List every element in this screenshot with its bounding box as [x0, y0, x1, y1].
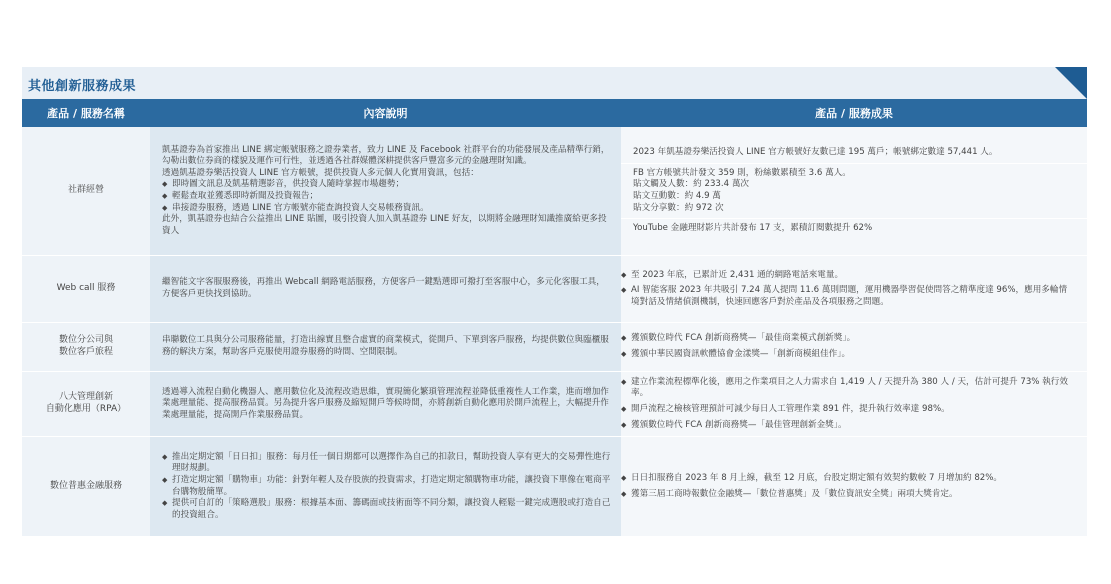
result-bullet: ◆ 建立作業流程標準化後，應用之作業項目之人力需求自 1,419 人 / 天提升為 380 人 / 天，估計可提升 73% 執行效率。: [621, 375, 1087, 402]
row-results: [621, 127, 1087, 256]
row-name: 社群經營: [22, 127, 150, 256]
row-results: [621, 437, 1087, 537]
row-description: [150, 437, 621, 537]
result-line: 2023 年凱基證券樂活投資人 LINE 官方帳號好友數已達 195 萬戶；帳號綁定數達 57,441 人。: [633, 147, 998, 158]
result-line: 貼文觸及人數：約 233.4 萬次: [633, 179, 750, 190]
result-block: [621, 164, 1087, 219]
result-bullet: ◆ 獲頒數位時代 FCA 創新商務獎—「最佳管理創新金獎」。: [621, 418, 1087, 434]
header-results: 產品 / 服務成果: [621, 99, 1087, 127]
desc-bullet: ◆ 打造定期定額「購物車」功能：針對年輕人及存股族的投資需求，打造定期定額購物車功能，讓投資下單像在電商平台購物般簡單。: [162, 475, 611, 498]
desc-bullet: ◆ 提供可自訂的「策略選股」服務：根據基本面、籌碼面或技術面等不同分類，讓投資人輕鬆一鍵完成選股或打造自己的投資組合。: [162, 498, 611, 521]
result-bullet: ◆ 獲頒中華民國資訊軟體協會金漾獎—「創新商模組佳作」。: [621, 347, 1087, 363]
table-row: [22, 437, 1087, 537]
row-name-line: 自動化應用（RPA）: [45, 404, 127, 414]
result-bullet: ◆ 開戶流程之檢核管理預計可減少每日人工管理作業 891 件，提升執行效率達 98%。: [621, 402, 1087, 418]
result-block: [621, 219, 1087, 239]
row-name: [22, 323, 150, 372]
row-name: 數位普惠金融服務: [22, 437, 150, 537]
table-row: [22, 127, 1087, 256]
header-description: 內容說明: [150, 99, 621, 127]
row-name-line: 數位客戶旅程: [58, 347, 113, 357]
desc-bullet: ◆ 即時圖文訊息及凱基精選影音，供投資人隨時掌握市場趨勢；: [162, 179, 611, 191]
section-title-bar: [22, 67, 1087, 99]
row-name: [22, 372, 150, 437]
desc-bullet: ◆ 輕鬆查取並獲悉即時新聞及投資報告；: [162, 191, 611, 203]
row-name-line: 八大管理創新: [58, 392, 113, 403]
row-results: [621, 323, 1087, 372]
result-bullet: ◆ 日日扣服務自 2023 年 8 月上線，截至 12 月底，台股定期定額有效契約數較 7 月增加約 82%。: [621, 471, 1087, 487]
innovation-services-section: [22, 67, 1087, 537]
row-description: [150, 127, 621, 256]
desc-bullet: ◆ 串接證券服務，透過 LINE 官方帳號亦能查詢投資人交易帳務資訊。: [162, 203, 611, 215]
table-row: [22, 372, 1087, 437]
result-block: [621, 143, 1087, 164]
result-bullet: ◆ 獲頒數位時代 FCA 創新商務獎—「最佳商業模式創新獎」。: [621, 331, 1087, 347]
corner-triangle-decoration: [1055, 67, 1087, 99]
result-bullet: ◆ 至 2023 年底，已累計近 2,431 通的網路電話來電量。: [621, 268, 1087, 284]
desc-paragraph: 凱基證券為首家推出 LINE 綁定帳號服務之證券業者，致力 LINE 及 Facebook 社群平台的功能發展及產品精準行銷，勾勒出數位券商的樣貌及運作可行性，並透過各社群媒體深耕提供客戶豐富多元的金融理財知識。: [162, 144, 610, 167]
row-description: 串聯數位工具與分公司服務能量，打造出線實且整合虛實的商業模式，從開戶、下單到客戶服務，均提供數位與臨櫃服務的解決方案，幫助客戶克服使用證券服務的時間、空間限制。: [150, 323, 621, 372]
result-bullet: ◆ 獲第三屆工商時報數位金融獎—「數位普惠獎」及「數位資訊安全獎」兩項大獎肯定。: [621, 487, 1087, 503]
table-row: [22, 256, 1087, 323]
section-title: 其他創新服務成果: [28, 79, 137, 94]
result-bullet: ◆ AI 智能客服 2023 年共吸引 7.24 萬人提問 11.6 萬則問題，運用機器學習促使問答之精準度達 96%，應用多輪情境對話及情緒偵測機制，快速回應客戶對於產品及各項服務之問題。: [621, 283, 1087, 310]
row-name-line: 數位分公司與: [58, 335, 113, 346]
desc-bullet: ◆ 推出定期定額「日日扣」服務：每月任一個日期都可以選擇作為自己的扣款日，幫助投資人享有更大的交易彈性進行理財規劃。: [162, 452, 611, 475]
row-description: 透過導入流程自動化機器人、應用數位化及流程改造思維，實現簡化繁瑣管理流程並降低重複性人工作業，進而增加作業處理量能、提高服務品質。另為提升客戶服務及縮短開戶等候時間，亦將創新自動化應用於開戶流程上，大幅提升作業處理量能，提高開戶作業服務品質。: [150, 372, 621, 437]
result-line: FB 官方帳號共計發文 359 則，粉絲數累積至 3.6 萬人。: [633, 167, 851, 178]
result-line: 貼文分享數：約 972 次: [633, 202, 724, 213]
row-results: [621, 372, 1087, 437]
result-line: YouTube 金融理財影片共計發布 17 支，累積訂閱數提升 62%: [633, 223, 873, 234]
row-name: Web call 服務: [22, 256, 150, 323]
header-product-name: 產品 / 服務名稱: [22, 99, 150, 127]
table-header-row: [22, 99, 1087, 127]
desc-paragraph: 此外，凱基證券也結合公益推出 LINE 貼圖，吸引投資人加入凱基證券 LINE 好友，以期將金融理財知識推廣給更多投資人: [162, 214, 607, 236]
row-results: [621, 256, 1087, 323]
desc-paragraph: 透過凱基證券樂活投資人 LINE 官方帳號，提供投資人多元個人化實用資訊，包括：: [162, 167, 479, 178]
result-line: 貼文互動數：約 4.9 萬: [633, 191, 721, 201]
table-row: [22, 323, 1087, 372]
services-table: [22, 99, 1087, 537]
row-description: 繼智能文字客服服務後，再推出 Webcall 網路電話服務，方便客戶一鍵點選即可撥打至客服中心，多元化客服工具，方便客戶更快找到協助。: [150, 256, 621, 323]
